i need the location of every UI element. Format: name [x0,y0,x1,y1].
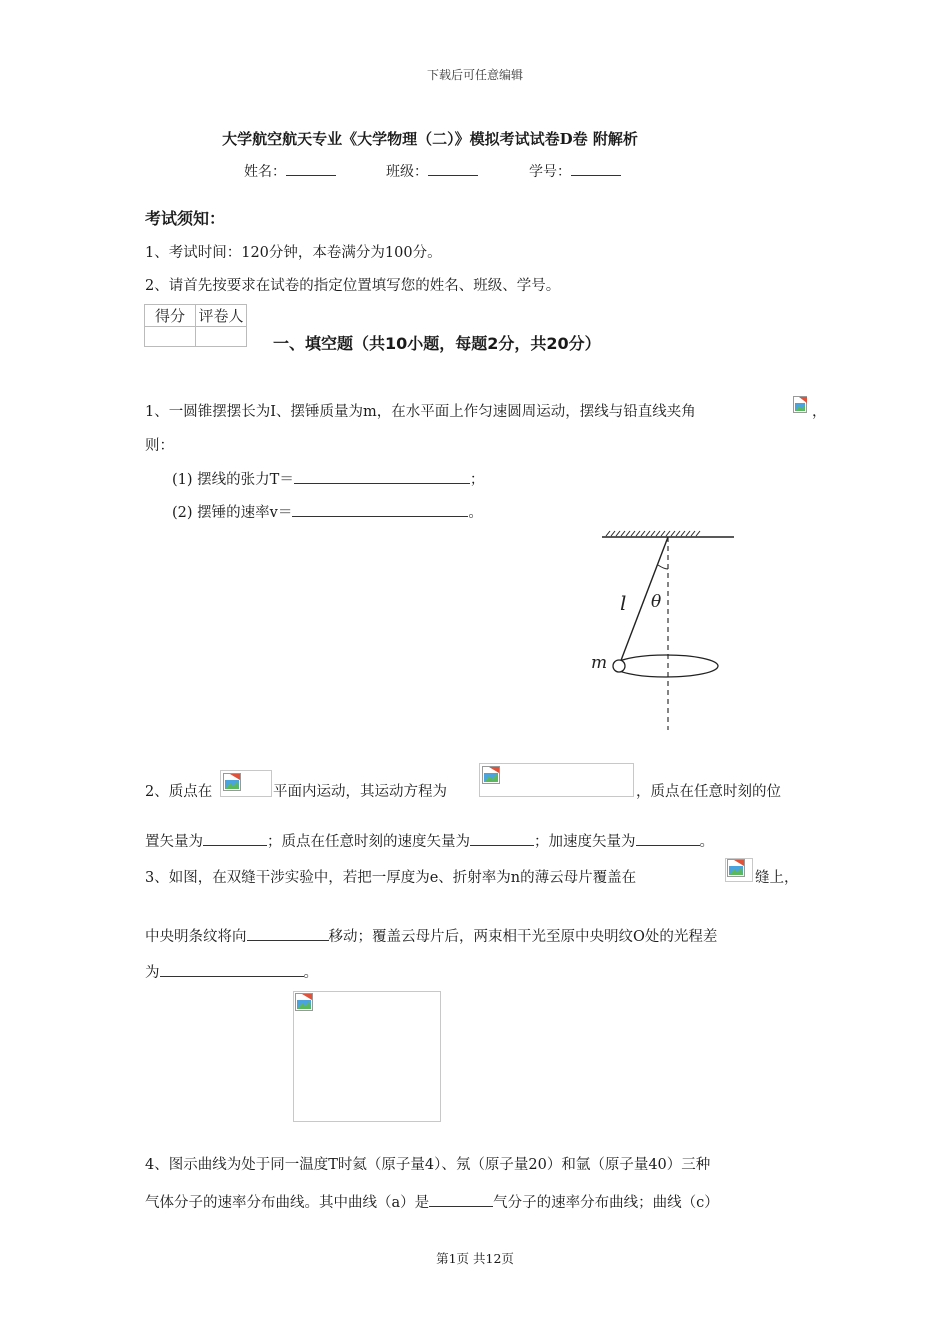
question-4-line1: 4、图示曲线为处于同一温度T时氦（原子量4）、氖（原子量20）和氩（原子量40）三种 [145,1157,711,1173]
question-1-comma: ， [812,404,827,420]
question-1-sub1 [172,468,484,489]
mass-label: m [591,653,608,673]
question-2-a: 2、质点在 [145,784,213,800]
pendulum-bob [613,660,625,672]
sub2-end: 。 [468,505,483,521]
header-note: 下载后可任意编辑 [426,68,523,82]
ceiling-hatching [602,531,734,537]
notice-heading: 考试须知： [145,209,226,228]
page-number: 第1页 共12页 [436,1251,514,1266]
question-1-sub2 [172,501,483,522]
double-slit-figure-placeholder [293,991,441,1122]
answer-blank [203,833,267,846]
broken-image-icon [727,859,745,877]
notice-item: 2、请首先按要求在试卷的指定位置填写您的姓名、班级、学号。 [145,278,561,294]
answer-blank [292,504,468,517]
sub1-label: (1) 摆线的张力T＝ [172,472,294,488]
question-3-line2 [145,925,717,946]
q2-e: ；质点在任意时刻的速度矢量为 [267,834,470,850]
question-3-b: 缝上， [755,870,799,886]
image-placeholder [479,763,634,797]
name-blank [286,163,336,176]
sub2-label: (2) 摆锤的速率v＝ [172,505,293,521]
question-1-line1 [145,400,696,421]
pendulum-figure [580,525,750,735]
broken-image-icon [793,396,811,414]
q4-b: 气分子的速率分布曲线；曲线（c） [493,1195,719,1211]
q4-a: 气体分子的速率分布曲线。其中曲线（a）是 [145,1195,430,1211]
q3-f: 。 [303,965,318,981]
answer-blank [429,1194,493,1207]
notice-item: 1、考试时间：120分钟，本卷满分为100分。 [145,245,442,261]
sub1-end: ； [469,472,485,488]
question-2-c: ，质点在任意时刻的位 [636,784,781,800]
question-3-line3 [145,961,318,982]
name-label: 姓名： [244,164,286,180]
score-cell [145,327,196,347]
broken-image-icon [223,773,241,791]
grader-cell [196,327,247,347]
broken-image-icon [482,766,500,784]
q3-d: 移动；覆盖云母片后，两束相干光至原中央明纹O处的光程差 [328,929,718,945]
id-blank [571,163,621,176]
name-field [244,161,336,181]
answer-blank [470,833,534,846]
length-label: l [620,591,627,615]
q2-d: 置矢量为 [145,834,203,850]
circular-orbit [614,655,718,677]
broken-image-icon [295,993,313,1011]
question-1-text: 1、一圆锥摆摆长为I、摆锤质量为m，在水平面上作匀速圆周运动，摆线与铅直线夹角 [145,404,696,420]
section-title: 一、填空题（共10小题，每题2分，共20分） [273,334,601,353]
score-header: 得分 [145,305,196,327]
q2-g: 。 [699,834,714,850]
id-label: 学号： [529,164,571,180]
angle-label: θ [651,592,662,612]
question-4-line2 [145,1191,719,1212]
question-2-b: 平面内运动，其运动方程为 [273,784,447,800]
grader-header: 评卷人 [196,305,247,327]
class-field [386,161,478,181]
q3-c: 中央明条纹将向 [145,929,247,945]
answer-blank [636,833,700,846]
q2-f: ；加速度矢量为 [534,834,636,850]
question-1-cont: 则： [145,438,174,454]
id-field [529,161,621,181]
class-blank [428,163,478,176]
answer-blank [160,964,304,977]
angle-arc [658,565,668,569]
exam-title: 大学航空航天专业《大学物理（二）》模拟考试试卷D卷 附解析 [222,130,638,148]
q3-e: 为 [145,965,160,981]
answer-blank [294,471,470,484]
score-table [144,304,247,347]
class-label: 班级： [386,164,428,180]
question-2-line2 [145,830,714,851]
question-3-a: 3、如图，在双缝干涉实验中，若把一厚度为e、折射率为n的薄云母片覆盖在 [145,870,637,886]
answer-blank [247,928,329,941]
